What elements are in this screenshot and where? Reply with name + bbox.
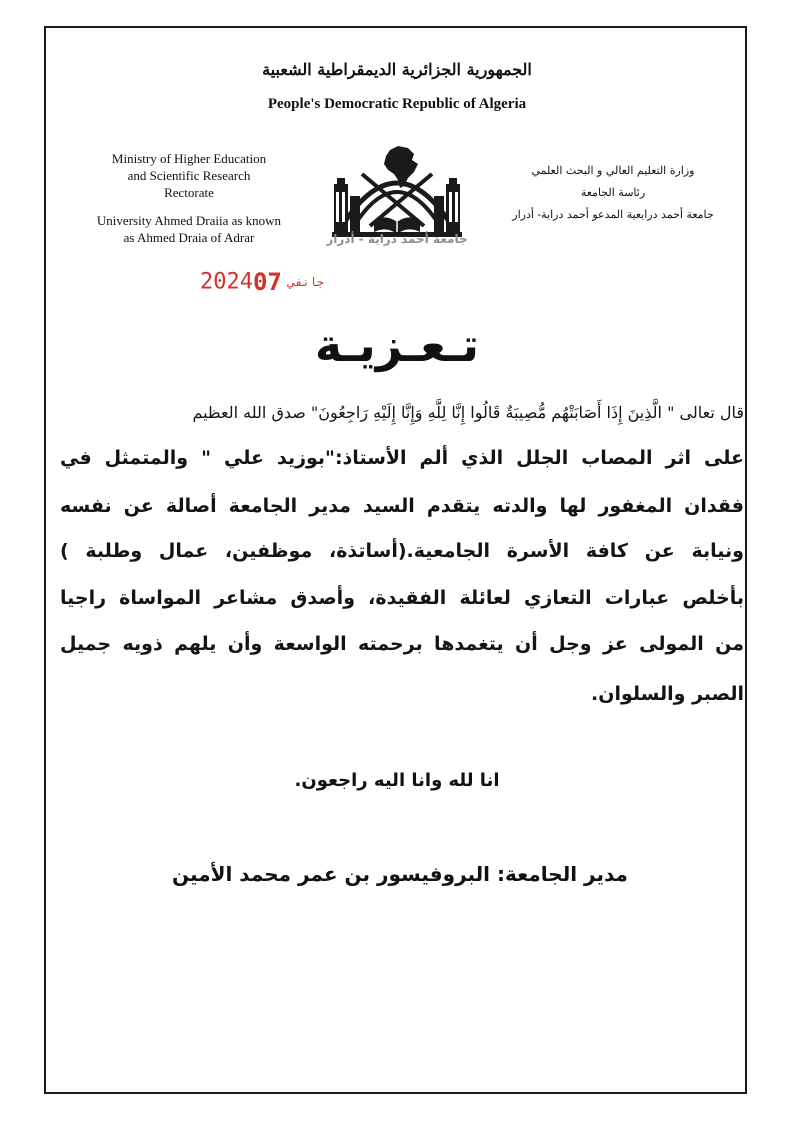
date-stamp-day: 07 <box>252 268 282 296</box>
body-line-5: من المولى عز وجل أن يتغمدها برحمته الواسعة وأن يلهم ذويه جميل <box>60 633 744 655</box>
university-line-2: as Ahmed Draia of Adrar <box>123 230 255 245</box>
university-arabic-line: جامعة أحمد درايعية المدعو أحمد دراية- أدرار <box>512 208 714 221</box>
header-arabic-country: الجمهورية الجزائرية الديمقراطية الشعبية <box>262 60 532 79</box>
body-line-1: على اثر المصاب الجلل الذي ألم الأستاذ:"بوزيد علي " والمتمثل في <box>60 447 744 469</box>
header-english-country: People's Democratic Republic of Algeria <box>267 96 527 112</box>
date-stamp-month: جانفي <box>287 275 325 289</box>
quran-verse: قال تعالى " الَّذِينَ إِذَا أَصَابَتْهُم مُّصِيبَةٌ قَالُوا إِنَّا لِلَّهِ وَإِنَّا إِلَيْهِ رَاجِعُونَ" صدق الله العظيم <box>192 403 744 422</box>
ministry-arabic-line: وزارة التعليم العالي و البحث العلمي <box>531 164 695 177</box>
body-line-6: الصبر والسلوان. <box>591 683 744 705</box>
rectorate-label: Rectorate <box>164 185 214 200</box>
body-line-3: ونيابة عن كافة الأسرة الجامعية.(أساتذة، موظفين، عمال وطلبة ) <box>60 540 744 562</box>
closing-phrase: انا لله وانا اليه راجعون. <box>294 770 500 791</box>
date-stamp <box>200 268 330 304</box>
ministry-line-2: and Scientific Research <box>127 168 251 183</box>
signature-line: مدير الجامعة: البروفيسور بن عمر محمد الأمين <box>172 862 628 886</box>
ministry-line-1: Ministry of Higher Education <box>111 151 267 166</box>
ministry-arabic-block <box>510 160 716 226</box>
body-line-2: فقدان المغفور لها والدته يتقدم السيد مدير الجامعة أصالة عن نفسه <box>60 495 744 517</box>
ministry-english-block <box>84 150 294 246</box>
university-line-1: University Ahmed Draiia as known <box>96 213 282 228</box>
date-stamp-year: 2024 <box>200 269 253 295</box>
body-line-4: بأخلص عبارات التعازي لعائلة الفقيدة، وأصدق مشاعر المواساة راجيا <box>60 587 744 609</box>
university-emblem-caption: جامعة أحمد دراية - أدرار <box>326 232 468 246</box>
document-title: تـعـزيـة <box>314 318 480 372</box>
rectorate-arabic-line: رئاسة الجامعة <box>580 186 646 199</box>
